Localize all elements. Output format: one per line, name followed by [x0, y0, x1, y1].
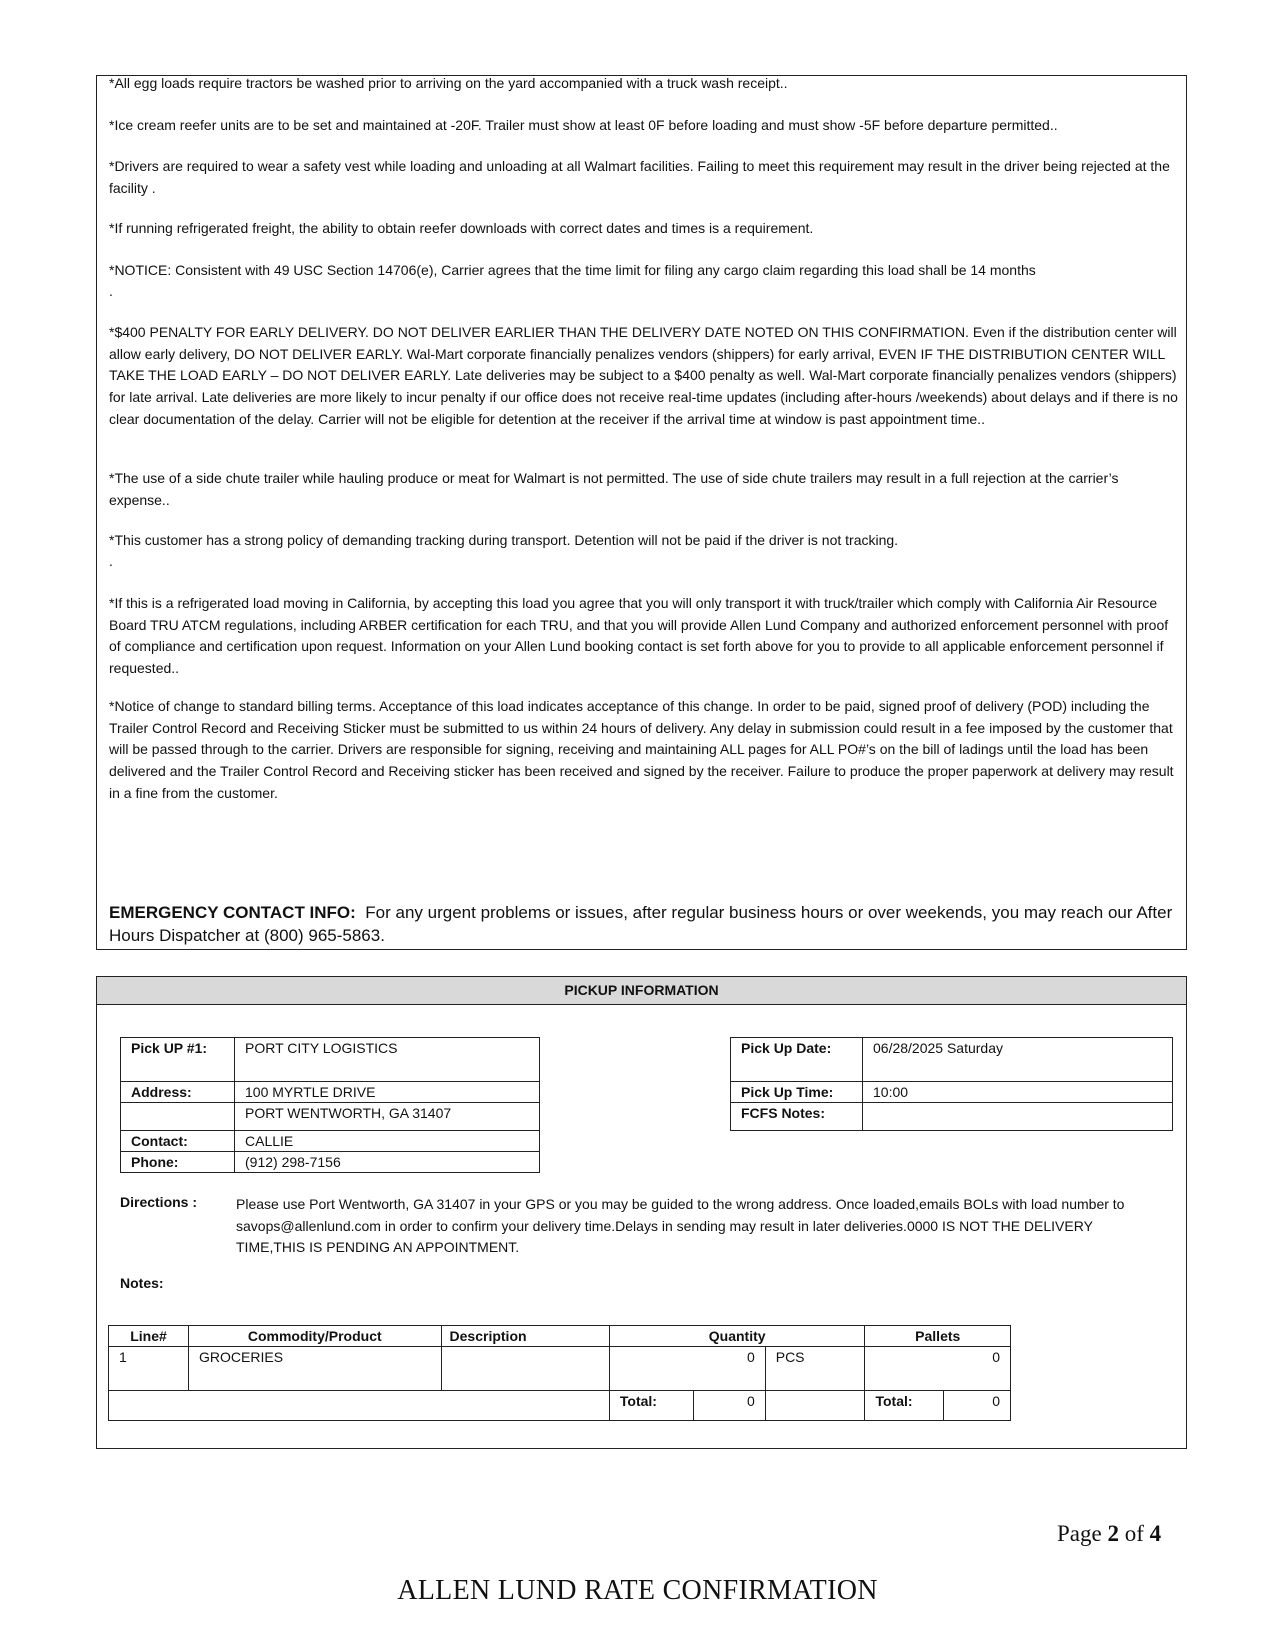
row-description: [441, 1347, 609, 1391]
notes-label: Notes:: [120, 1275, 164, 1291]
emergency-contact: [109, 901, 1181, 947]
col-description: Description: [441, 1326, 609, 1347]
col-line: Line#: [109, 1326, 189, 1347]
row-pallets: 0: [865, 1347, 1011, 1391]
terms-notes-box: [96, 75, 1187, 950]
page-total: 4: [1149, 1521, 1162, 1546]
address-line2: PORT WENTWORTH, GA 31407: [235, 1103, 540, 1131]
note-side-chute: *The use of a side chute trailer while hauling produce or meat for Walmart is not permitted. The use of side chute trailers may result in a full rejection at the carrier’s expense..: [109, 470, 1119, 508]
commodity-table: [108, 1325, 1011, 1421]
totals-unit-blank: [765, 1391, 865, 1421]
document-title: ALLEN LUND RATE CONFIRMATION: [397, 1575, 878, 1606]
totals-row: [109, 1391, 1011, 1421]
note-dot: .: [109, 553, 113, 569]
qty-total-value: 0: [694, 1391, 766, 1421]
pick-up-date-label: Pick Up Date:: [731, 1038, 863, 1082]
note-reefer-downloads: *If running refrigerated freight, the ability to obtain reefer downloads with correct dates and times is a requirement.: [109, 220, 814, 236]
qty-total-label: Total:: [609, 1391, 693, 1421]
fcfs-notes-label: FCFS Notes:: [731, 1103, 863, 1131]
directions-text: Please use Port Wentworth, GA 31407 in your GPS or you may be guided to the wrong address. Once loaded,emails BOLs with load number to savops@allenlund.com in order to confirm your delivery time.Delays in sending may result in later deliveries.0000 IS NOT THE DELIVERY TIME,THIS IS PENDING AN APPOINTMENT.: [236, 1196, 1125, 1256]
note-california-carb: *If this is a refrigerated load moving in California, by accepting this load you agree that you will only transport it with truck/trailer which comply with California Air Resource Board TRU ATCM regulations, including ARBER certification for each TRU, and that you will provide Allen Lund Company and authorized enforcement personnel with proof of compliance and certification upon request. Information on your Allen Lund booking contact is set forth above for you to provide to all applicable enforcement personnel if requested..: [109, 595, 1169, 677]
fcfs-notes-value: [863, 1103, 1173, 1131]
pallets-total-value: 0: [944, 1391, 1011, 1421]
note-safety-vest: *Drivers are required to wear a safety vest while loading and unloading at all Walmart facilities. Failing to meet this requirement may result in the driver being rejected at the facility .: [109, 158, 1170, 196]
pallets-total-label: Total:: [865, 1391, 944, 1421]
emergency-label: EMERGENCY CONTACT INFO:: [109, 903, 356, 922]
col-commodity: Commodity/Product: [189, 1326, 442, 1347]
note-ice-cream: *Ice cream reefer units are to be set and maintained at -20F. Trailer must show at least 0F before loading and must show -5F before departure permitted..: [109, 117, 1058, 133]
phone-label: Phone:: [121, 1152, 235, 1173]
emergency-text: For any urgent problems or issues, after regular business hours or over weekends, you may reach our After Hours Dispatcher at (800) 965-5863.: [109, 903, 1173, 945]
pick-up-time-label: Pick Up Time:: [731, 1082, 863, 1103]
page-number: [1057, 1521, 1161, 1547]
address-label: Address:: [121, 1082, 235, 1103]
page-prefix: Page: [1057, 1521, 1108, 1546]
directions-label: Directions :: [120, 1194, 198, 1210]
pick-up-value: PORT CITY LOGISTICS: [235, 1038, 540, 1082]
note-cargo-claim: *NOTICE: Consistent with 49 USC Section 14706(e), Carrier agrees that the time limit for filing any cargo claim regarding this load shall be 14 months: [109, 262, 1036, 278]
page-current: 2: [1107, 1521, 1119, 1546]
note-dot: .: [109, 283, 113, 299]
page-of: of: [1118, 1521, 1150, 1546]
pick-up-time-value: 10:00: [863, 1082, 1173, 1103]
row-quantity: 0: [609, 1347, 765, 1391]
pickup-schedule-table: [730, 1037, 1173, 1131]
note-billing-terms: *Notice of change to standard billing terms. Acceptance of this load indicates acceptance of this change. In order to be paid, signed proof of delivery (POD) including the Trailer Control Record and Receiving Sticker must be submitted to us within 24 hours of delivery. Any delay in submission could result in a fee imposed by the customer that will be passed through to the carrier. Drivers are responsible for signing, receiving and maintaining ALL pages for ALL PO#’s on the bill of ladings until the load has been delivered and the Trailer Control Record and Receiving sticker has been received and signed by the receiver. Failure to produce the proper paperwork at delivery may result in a fine from the customer.: [109, 698, 1174, 801]
note-early-delivery-penalty: *$400 PENALTY FOR EARLY DELIVERY. DO NOT DELIVER EARLIER THAN THE DELIVERY DATE NOTED ON THIS CONFIRMATION. Even if the distribution center will allow early delivery, DO NOT DELIVER EARLY. Wal-Mart corporate financially penalizes vendors (shippers) for early arrival, EVEN IF THE DISTRIBUTION CENTER WILL TAKE THE LOAD EARLY – DO NOT DELIVER EARLY. Late deliveries may be subject to a $400 penalty as well. Wal-Mart corporate financially penalizes vendors (shippers) for late arrival. Late deliveries are more likely to incur penalty if our office does not receive real-time updates (including after-hours /weekends) about delays and if there is no clear documentation of the delay. Carrier will not be eligible for detention at the receiver if the arrival time at window is past appointment time..: [109, 324, 1178, 427]
address-line1: 100 MYRTLE DRIVE: [235, 1082, 540, 1103]
table-row: [109, 1347, 1011, 1391]
phone-value: (912) 298-7156: [235, 1152, 540, 1173]
col-quantity: Quantity: [609, 1326, 865, 1347]
row-unit: PCS: [765, 1347, 865, 1391]
note-egg-loads: *All egg loads require tractors be washed prior to arriving on the yard accompanied with a truck wash receipt..: [109, 75, 788, 91]
row-commodity: GROCERIES: [189, 1347, 442, 1391]
row-line: 1: [109, 1347, 189, 1391]
note-tracking: *This customer has a strong policy of demanding tracking during transport. Detention will not be paid if the driver is not tracking.: [109, 532, 899, 548]
pick-up-label: Pick UP #1:: [121, 1038, 235, 1082]
pickup-location-table: [120, 1037, 540, 1173]
address-blank-label: [121, 1103, 235, 1131]
col-pallets: Pallets: [865, 1326, 1011, 1347]
pickup-header: PICKUP INFORMATION: [97, 977, 1186, 1005]
pickup-section: [96, 976, 1187, 1449]
contact-value: CALLIE: [235, 1131, 540, 1152]
pick-up-date-value: 06/28/2025 Saturday: [863, 1038, 1173, 1082]
contact-label: Contact:: [121, 1131, 235, 1152]
totals-blank: [109, 1391, 610, 1421]
